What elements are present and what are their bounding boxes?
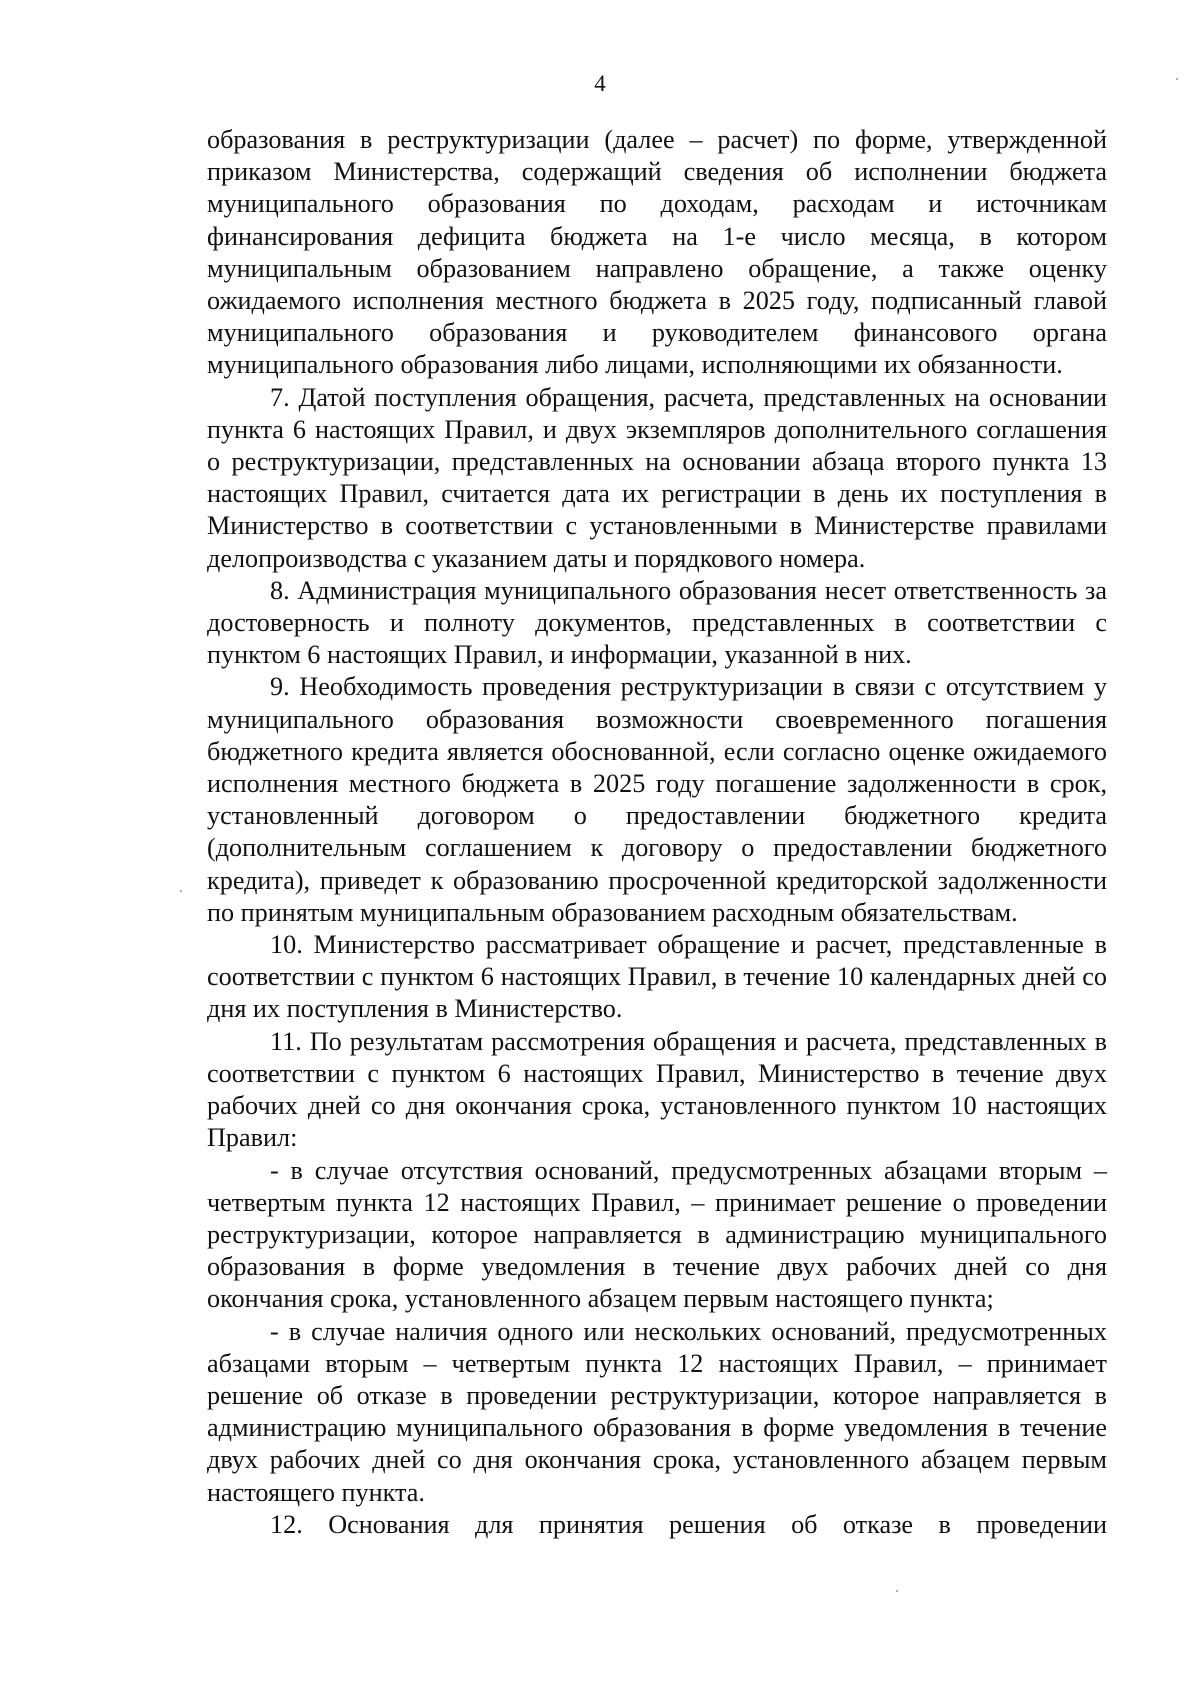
scan-speck: [1176, 78, 1178, 80]
paragraph-item-9: 9. Необходимость проведения реструктуризации в связи с отсутствием у муниципального образования возможности своевременного погашения бюджетного кредита является обоснованной, если согласно оценке ожидаемого исполнения местного бюджета в 2025 году погашение задолженности в срок, установленный договором о предоставлении бюджетного кредита (дополнительным соглашением к договору о предоставлении бюджетного кредита), приведет к образованию просроченной кредиторской задолженности по принятым муниципальным образованием расходным обязательствам.: [207, 672, 1107, 927]
paragraph-item-11-bullet-2: - в случае наличия одного или нескольких оснований, предусмотренных абзацами вторым – четвертым пункта 12 настоящих Правил, – принимает решение об отказе в проведении реструктуризации, которое направляется в администрацию муниципального образования в форме уведомления в течение двух рабочих дней со дня окончания срока, установленного абзацем первым настоящего пункта.: [207, 1316, 1107, 1507]
paragraph-item-10: 10. Министерство рассматривает обращение и расчет, представленные в соответствии с пунктом 6 настоящих Правил, в течение 10 календарных дней со дня их поступления в Министерство.: [207, 930, 1107, 1024]
paragraph-item-7: 7. Датой поступления обращения, расчета, представленных на основании пункта 6 настоящих Правил, и двух экземпляров дополнительного соглашения о реструктуризации, представленных на основании абзаца второго пункта 13 настоящих Правил, считается дата их регистрации в день их поступления в Министерство в соответствии с установленными в Министерстве правилами делопроизводства с указанием даты и порядкового номера.: [207, 382, 1107, 573]
page-number: 4: [594, 71, 606, 96]
scan-speck: [896, 1590, 898, 1592]
paragraph-item-11-bullet-1: - в случае отсутствия оснований, предусмотренных абзацами вторым – четвертым пункта 12 настоящих Правил, – принимает решение о проведении реструктуризации, которое направляется в администрацию муниципального образования в форме уведомления в течение двух рабочих дней со дня окончания срока, установленного абзацем первым настоящего пункта;: [207, 1155, 1107, 1314]
document-body: [207, 124, 1107, 1541]
paragraph-item-12: 12. Основания для принятия решения об отказе в проведении: [270, 1509, 1107, 1539]
paragraph-continued: образования в реструктуризации (далее – расчет) по форме, утвержденной приказом Министерства, содержащий сведения об исполнении бюджета муниципального образования по доходам, расходам и источникам финансирования дефицита бюджета на 1-е число месяца, в котором муниципальным образованием направлено обращение, а также оценку ожидаемого исполнения местного бюджета в 2025 году, подписанный главой муниципального образования и руководителем финансового органа муниципального образования либо лицами, исполняющими их обязанности.: [207, 125, 1107, 380]
paragraph-item-11: 11. По результатам рассмотрения обращения и расчета, представленных в соответствии с пунктом 6 настоящих Правил, Министерство в течение двух рабочих дней со дня окончания срока, установленного пунктом 10 настоящих Правил:: [207, 1026, 1107, 1153]
paragraph-item-8: 8. Администрация муниципального образования несет ответственность за достоверность и полноту документов, представленных в соответствии с пунктом 6 настоящих Правил, и информации, указанной в них.: [207, 575, 1107, 670]
scan-speck: [180, 890, 182, 892]
